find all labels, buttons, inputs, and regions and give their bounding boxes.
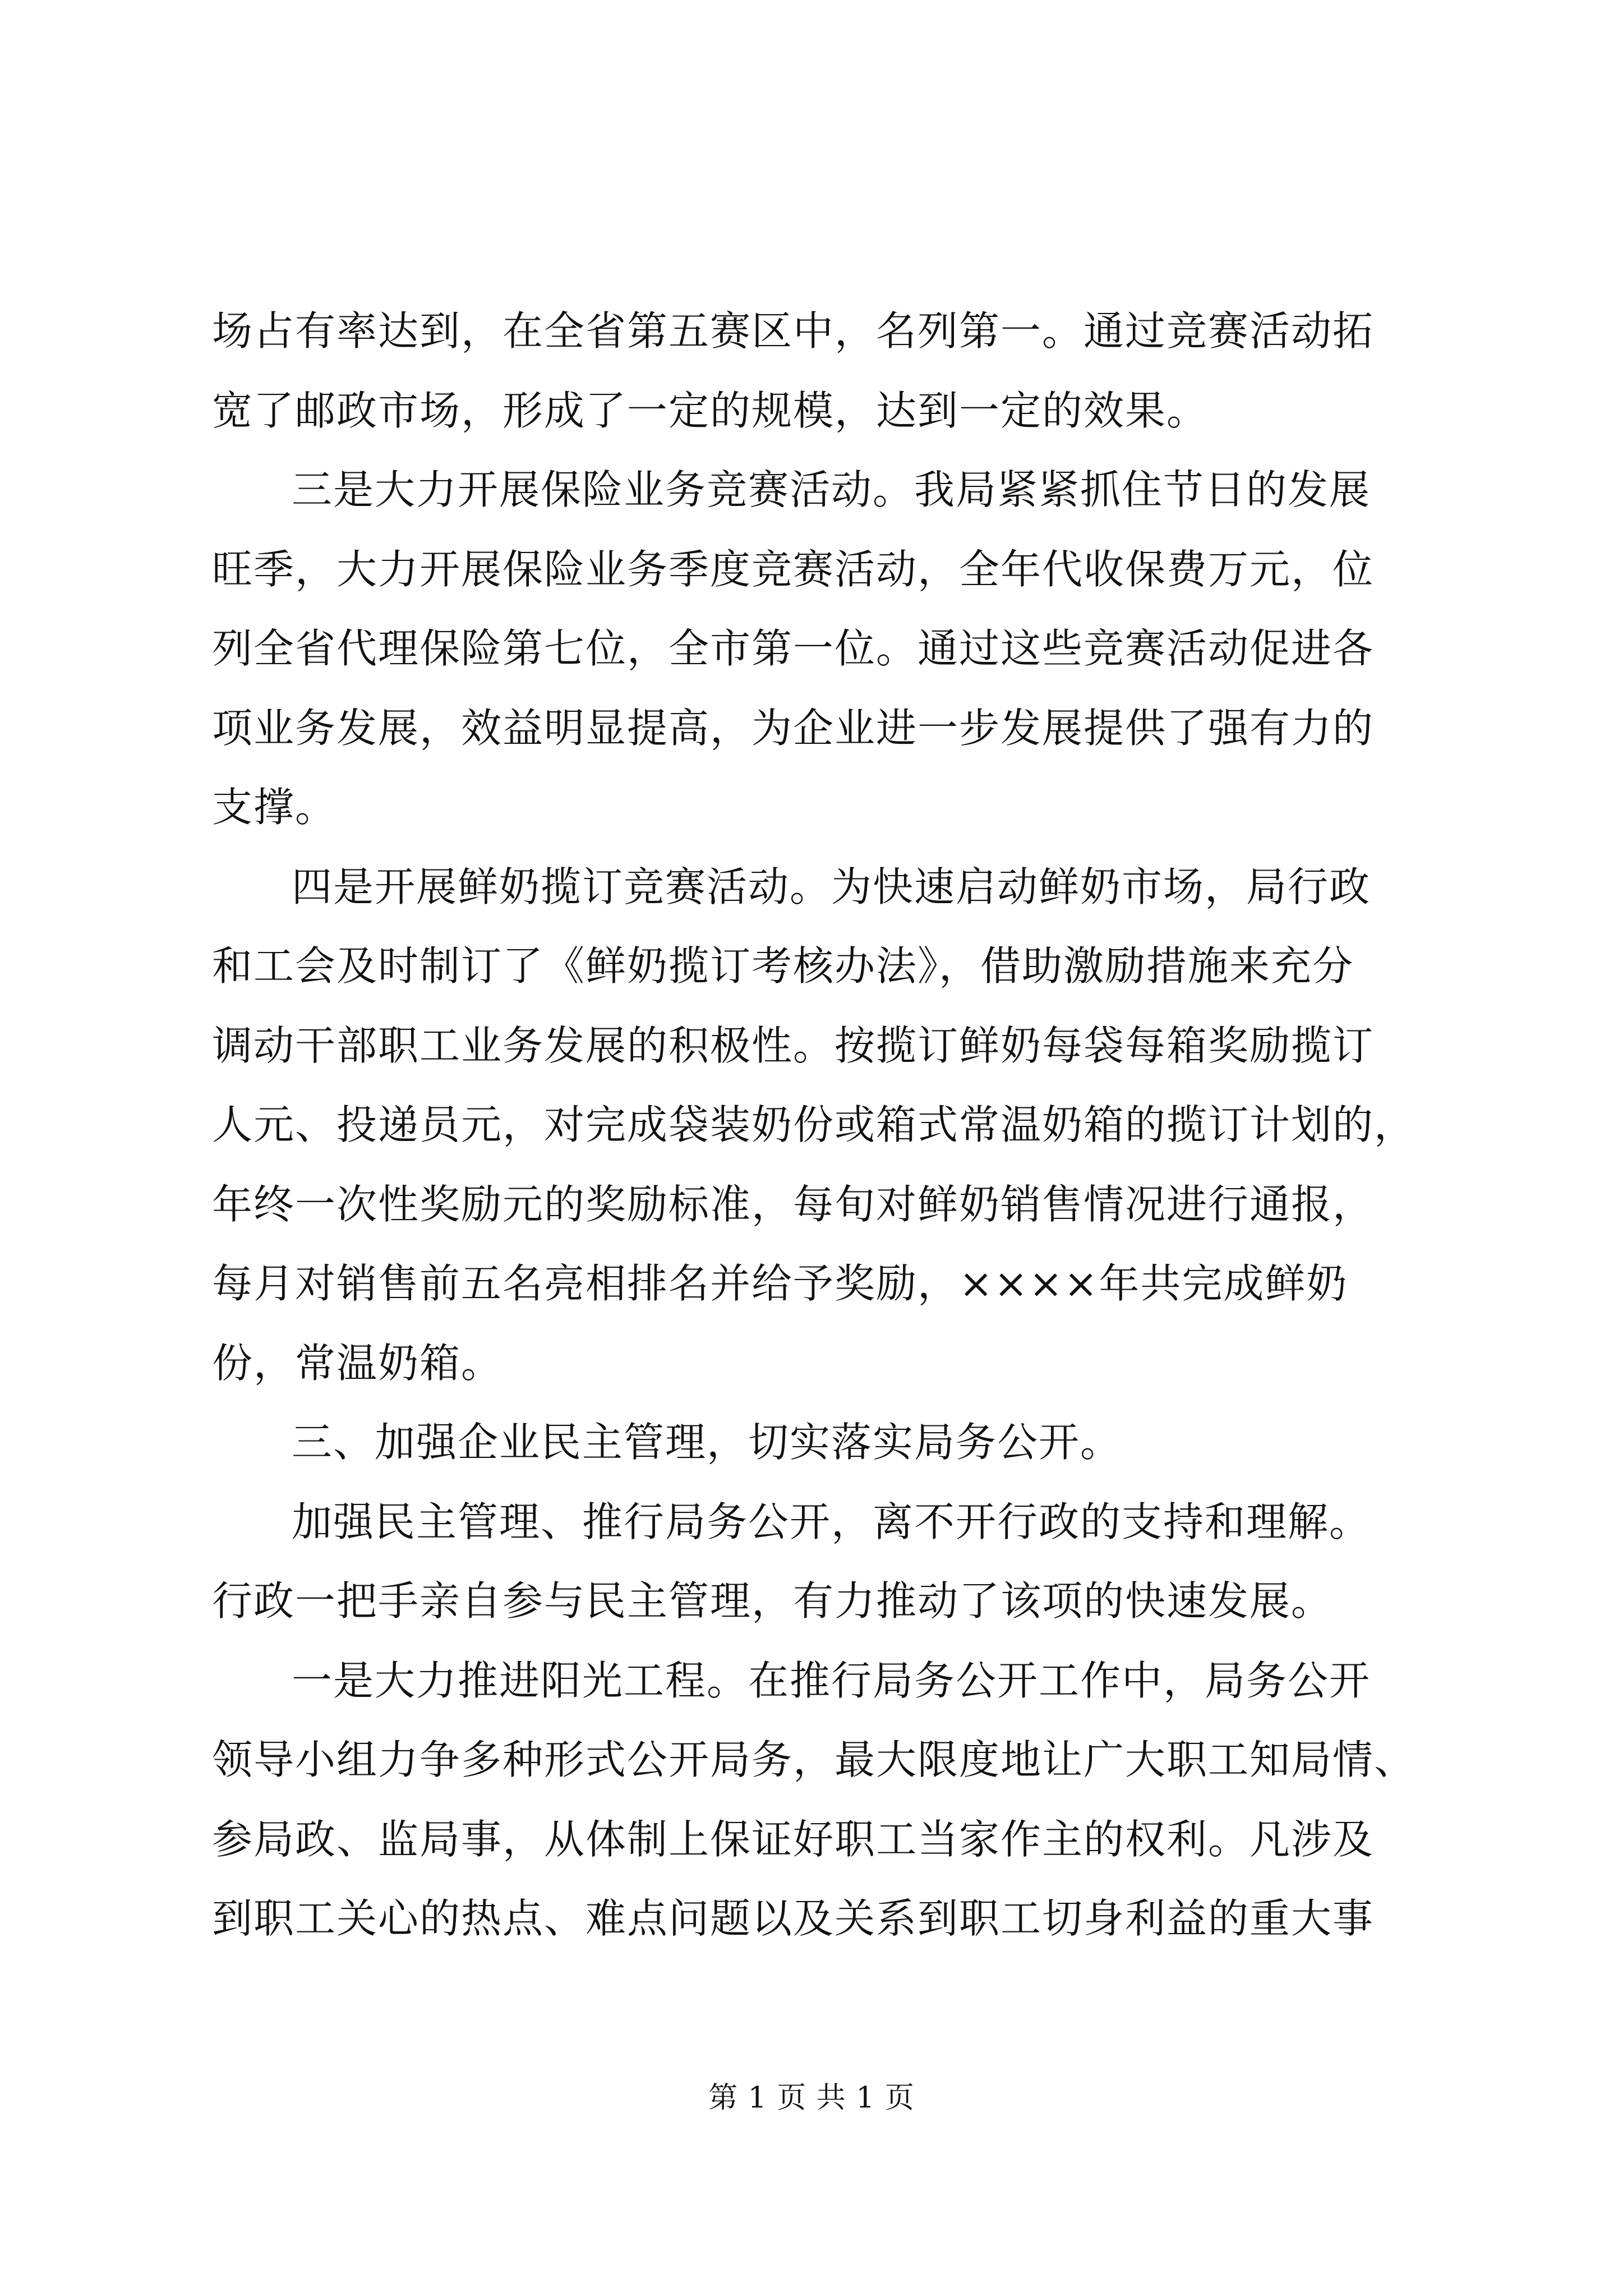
text-line: 项业务发展，效益明显提高，为企业进一步发展提供了强有力的 — [212, 704, 1375, 752]
text-line: 支撑。 — [212, 784, 337, 831]
text-line: 调动干部职工业务发展的积极性。按揽订鲜奶每袋每箱奖励揽订 — [212, 1022, 1375, 1069]
text-line: 参局政、监局事，从体制上保证好职工当家作主的权利。凡涉及 — [212, 1815, 1375, 1863]
text-line: 三是大力开展保险业务竞赛活动。我局紧紧抓住节日的发展 — [292, 466, 1371, 513]
text-line: 人元、投递员元，对完成袋装奶份或箱式常温奶箱的揽订计划的， — [212, 1101, 1416, 1148]
text-line: 行政一把手亲自参与民主管理，有力推动了该项的快速发展。 — [212, 1577, 1333, 1625]
text-line: 每月对销售前五名亮相排名并给予奖励，××××年共完成鲜奶 — [212, 1260, 1348, 1307]
text-line: 四是开展鲜奶揽订竞赛活动。为快速启动鲜奶市场，局行政 — [292, 863, 1371, 910]
text-line: 一是大力推进阳光工程。在推行局务公开工作中，局务公开 — [292, 1657, 1371, 1704]
text-line: 宽了邮政市场，形成了一定的规模，达到一定的效果。 — [212, 386, 1209, 434]
text-line: 加强民主管理、推行局务公开，离不开行政的支持和理解。 — [292, 1498, 1371, 1545]
page-footer: 第 1 页 共 1 页 — [708, 2081, 915, 2115]
text-line: 份，常温奶箱。 — [212, 1339, 503, 1387]
text-line: 领导小组力争多种形式公开局务，最大限度地让广大职工知局情、 — [212, 1736, 1416, 1783]
text-line: 场占有率达到，在全省第五赛区中，名列第一。通过竞赛活动拓 — [212, 307, 1375, 355]
text-line: 旺季，大力开展保险业务季度竞赛活动，全年代收保费万元，位 — [212, 545, 1375, 593]
section-heading: 三、加强企业民主管理，切实落实局务公开。 — [292, 1419, 1122, 1466]
document-body — [212, 292, 1423, 1959]
text-line: 和工会及时制订了《鲜奶揽订考核办法》，借助激励措施来充分 — [212, 942, 1354, 990]
text-line: 列全省代理保险第七位，全市第一位。通过这些竞赛活动促进各 — [212, 625, 1375, 672]
text-line: 到职工关心的热点、难点问题以及关系到职工切身利益的重大事 — [212, 1895, 1375, 1942]
text-line: 年终一次性奖励元的奖励标准，每旬对鲜奶销售情况进行通报， — [212, 1180, 1375, 1228]
